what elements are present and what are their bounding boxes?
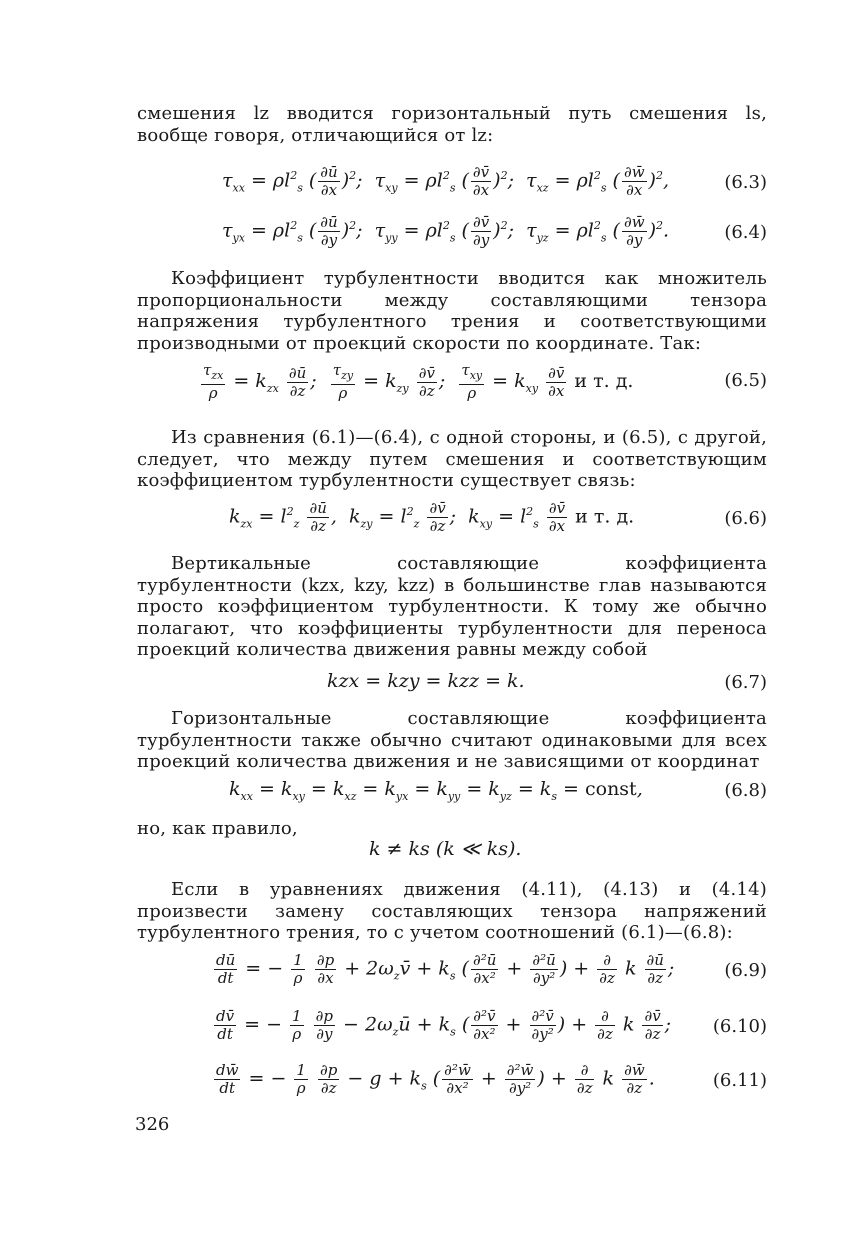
equation-number: (6.5) [724,370,767,391]
equation-number: (6.9) [724,960,767,981]
inequality [137,832,767,872]
etc-text: и т. д. [574,370,634,392]
equation-number: (6.10) [712,1016,767,1037]
equation-6-10: $\frac{dv̄}{dt}$ = − $\frac{1}{\rho}$ $\frac{\partial p}{\partial y}$ − $2\omega_zū + k_s$ ( $\frac{\text{∂²v̄}}{\text{∂x²}}$ + $\frac{\text{∂²v̄}}{\text{∂y²}}$ ) + $\frac{\partial}{\partial z}$ k $\frac{\partial v̄}{\partial z}$ ; (6.10) [216,1007,767,1043]
equation-6-11: $\frac{dw̄}{dt}$ = − $\frac{1}{\rho}$ $\frac{\partial p}{\partial z}$ − $g + k_s$ ( $\frac{\text{∂²w̄}}{\text{∂x²}}$ + $\frac{\text{∂²w̄}}{\text{∂y²}}$ ) + $\frac{\partial}{\partial z}$ k $\frac{\partial w̄}{\partial z}$ . (6.11) [216,1061,767,1097]
equation-6-7-text: kzx = kzy = kzz = k. [327,670,525,692]
equation-number: (6.7) [724,672,767,693]
paragraph-vertical-components: Вертикальные составляющие коэффициента турбулентности (kzx, kzy, kzz) в большинстве глав называются просто коэффициентом турбулентности. К тому же обычно полагают, что коэффициенты турбулентности для переноса проекций количества движения равны между собой [137,553,767,660]
equation-6-9: $\frac{dū}{dt}$ = − $\frac{1}{\rho}$ $\frac{\partial p}{\partial x}$ + $2\omega_zv̄ + k_s$ ( $\frac{\text{∂²ū}}{\text{∂x²}}$ + $\frac{\text{∂²ū}}{\text{∂y²}}$ ) + $\frac{\partial}{\partial z}$ k $\frac{\partial ū}{\partial z}$ ; (6.9) [216,951,767,987]
etc-text: и т. д. [575,505,635,528]
equation-6-4: $\tau_{yx} = \rho l^2_s$ ( $\frac{\partial ū}{\partial y}$ )$^2$; $\tau_{yy} = \rho l^2_s$ ( $\frac{\partial v̄}{\partial y}$ )$^2$; $\tau_{yz} = \rho l^2_s$ ( $\frac{\partial w̄}{\partial y}$ )$^2$. (6.4) [222,213,767,249]
const-text: const [584,778,637,800]
equation-number: (6.6) [724,508,767,529]
inequality-text: k ≠ ks (k ≪ ks). [369,838,522,860]
equation-6-8: $k_{xx} = k_{xy} = k_{xz} = k_{yx} = k_{yy} = k_{yz} = k_s$ = const, (6.8) [229,778,767,803]
paragraph-as-a-rule: но, как правило, [137,818,298,839]
paragraph-intro: смешения lz вводится горизонтальный путь смешения ls, вообще говоря, отличающийся от lz: [137,103,767,146]
equation-number: (6.3) [724,172,767,193]
paragraph-comparison: Из сравнения (6.1)—(6.4), с одной стороны, и (6.5), с другой, следует, что между путем смешения и соответствующим коэффициентом турбулентности существует связь: [137,427,767,491]
equation-number: (6.11) [712,1070,767,1091]
equation-6-5: $\frac{\tau_{zx}}{\rho}$ = $k_{zx}$ $\frac{\partial ū}{\partial z}$ ; $\frac{\tau_{zy}}{\rho}$ = $k_{zy}$ $\frac{\partial v̄}{\partial z}$ ; $\frac{\tau_{xy}}{\rho}$ = $k_{xy}$ $\frac{\partial v̄}{\partial x}$ и т. д. (6.5) [203,361,767,402]
page-number: 326 [135,1114,170,1135]
paragraph-turbulence-coefficient: Коэффициент турбулентности вводится как множитель пропорциональности между составляющими тензора напряжения турбулентного трения и соответствующими производными от проекций скорости по координате. Так: [137,268,767,354]
equation-6-7 [137,664,767,704]
equation-6-6: $k_{zx} = l^2_z$ $\frac{\partial ū}{\partial z}$ , $k_{zy} = l^2_z$ $\frac{\partial v̄}{\partial z}$ ; $k_{xy} = l^2_s$ $\frac{\partial v̄}{\partial x}$ и т. д. (6.6) [229,499,767,535]
paragraph-horizontal-components: Горизонтальные составляющие коэффициента турбулентности также обычно считают одинаковыми для всех проекций количества движения и не зависящими от координат [137,708,767,772]
paragraph-equations-of-motion: Если в уравнениях движения (4.11), (4.13) и (4.14) произвести замену составляющих тензора напряжений турбулентного трения, то с учетом соотношений (6.1)—(6.8): [137,879,767,943]
equation-number: (6.4) [724,222,767,243]
equation-number: (6.8) [724,780,767,801]
equation-6-3: $\tau_{xx} = \rho l^2_s$ ( $\frac{\partial ū}{\partial x}$ )$^2$; $\tau_{xy} = \rho l^2_s$ ( $\frac{\partial v̄}{\partial x}$ )$^2$; $\tau_{xz} = \rho l^2_s$ ( $\frac{\partial w̄}{\partial x}$ )$^2$, (6.3) [222,163,767,199]
